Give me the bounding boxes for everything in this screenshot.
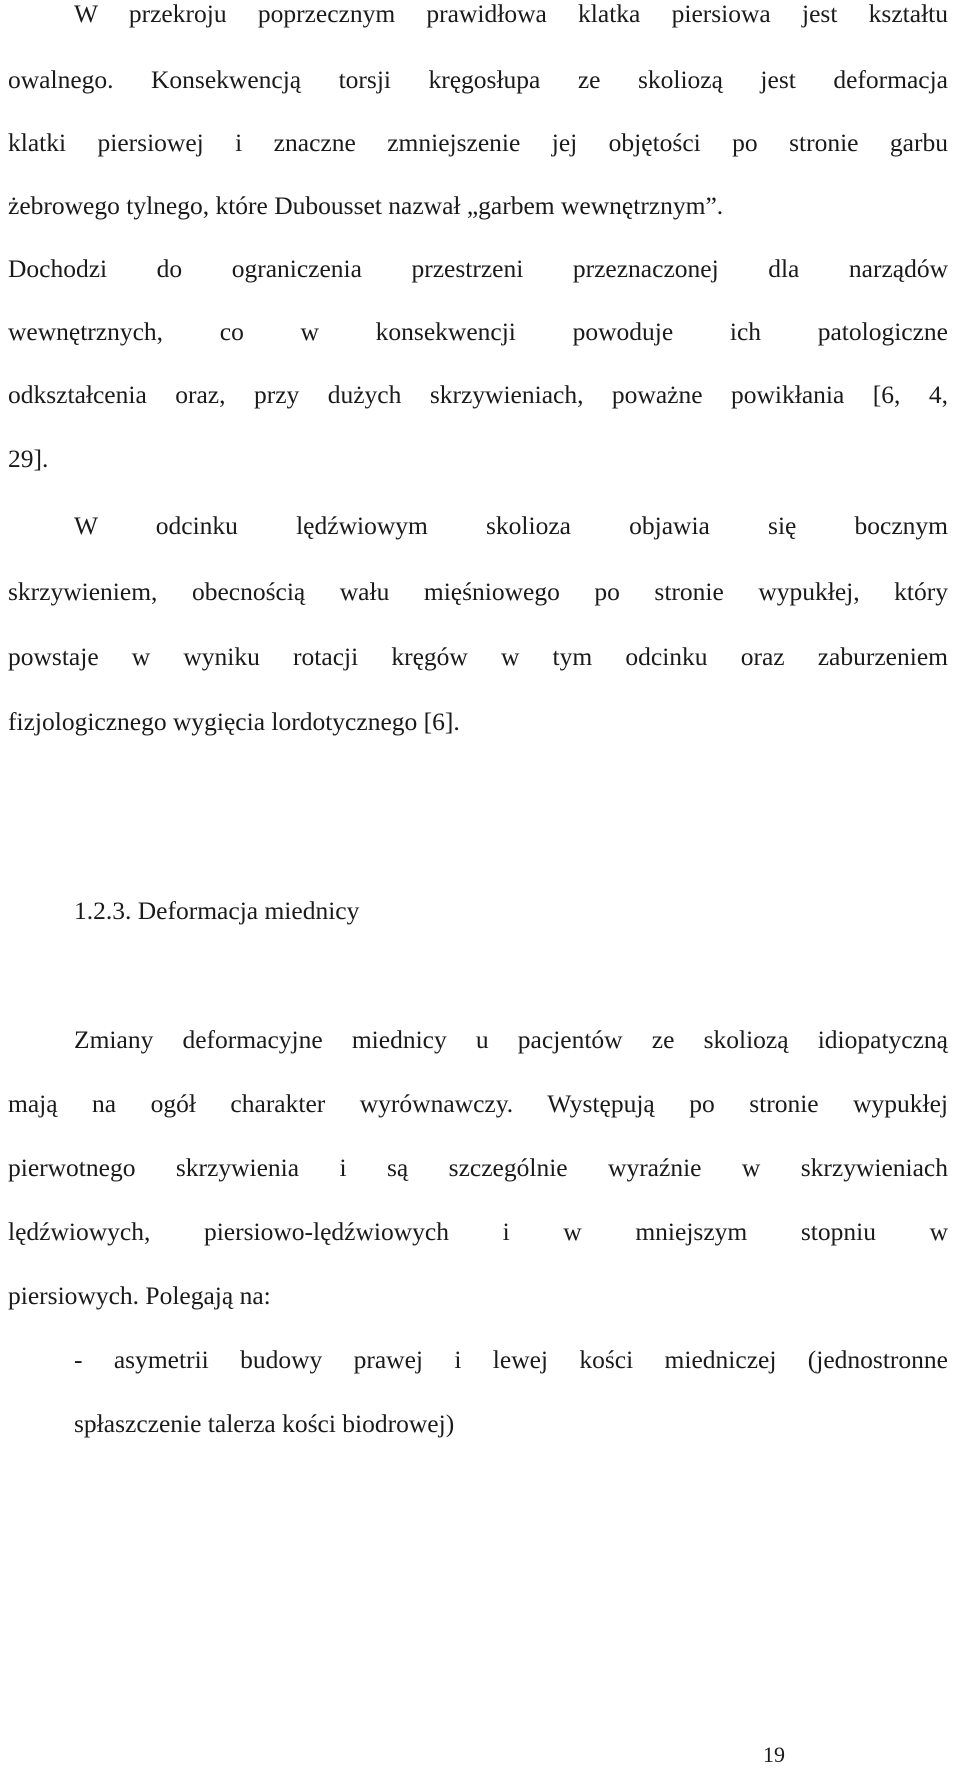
paragraph-line: lędźwiowych, piersiowo-lędźwiowych i w mniejszym stopniu w bbox=[8, 1217, 948, 1246]
paragraph-line: Dochodzi do ograniczenia przestrzeni przeznaczonej dla narządów bbox=[8, 254, 948, 283]
section-heading: 1.2.3. Deformacja miednicy bbox=[74, 896, 360, 925]
paragraph-line: piersiowych. Polegają na: bbox=[8, 1281, 271, 1310]
paragraph-line: W odcinku lędźwiowym skolioza objawia się bocznym bbox=[74, 511, 948, 540]
paragraph-line: W przekroju poprzecznym prawidłowa klatka piersiowa jest kształtu bbox=[74, 0, 948, 28]
paragraph-line: pierwotnego skrzywienia i są szczególnie wyraźnie w skrzywieniach bbox=[8, 1153, 948, 1182]
paragraph-line: klatki piersiowej i znaczne zmniejszenie jej objętości po stronie garbu bbox=[8, 128, 948, 157]
paragraph-line: wewnętrznych, co w konsekwencji powoduje ich patologiczne bbox=[8, 317, 948, 346]
list-item-line: - asymetrii budowy prawej i lewej kości miedniczej (jednostronne bbox=[74, 1345, 948, 1374]
paragraph-line: żebrowego tylnego, które Dubousset nazwał „garbem wewnętrznym”. bbox=[8, 191, 724, 220]
paragraph-line: 29]. bbox=[8, 444, 49, 473]
paragraph-line: mają na ogół charakter wyrównawczy. Występują po stronie wypukłej bbox=[8, 1089, 948, 1118]
paragraph-line: Zmiany deformacyjne miednicy u pacjentów ze skoliozą idiopatyczną bbox=[74, 1025, 948, 1054]
paragraph-line: fizjologicznego wygięcia lordotycznego [6]. bbox=[8, 707, 460, 736]
paragraph-line: powstaje w wyniku rotacji kręgów w tym odcinku oraz zaburzeniem bbox=[8, 642, 948, 671]
paragraph-line: odkształcenia oraz, przy dużych skrzywieniach, poważne powikłania [6, 4, bbox=[8, 380, 948, 409]
page-number: 19 bbox=[763, 1742, 785, 1767]
paragraph-line: skrzywieniem, obecnością wału mięśniowego po stronie wypukłej, który bbox=[8, 577, 948, 606]
list-item-line: spłaszczenie talerza kości biodrowej) bbox=[74, 1409, 455, 1438]
paragraph-line: owalnego. Konsekwencją torsji kręgosłupa ze skoliozą jest deformacja bbox=[8, 65, 948, 94]
